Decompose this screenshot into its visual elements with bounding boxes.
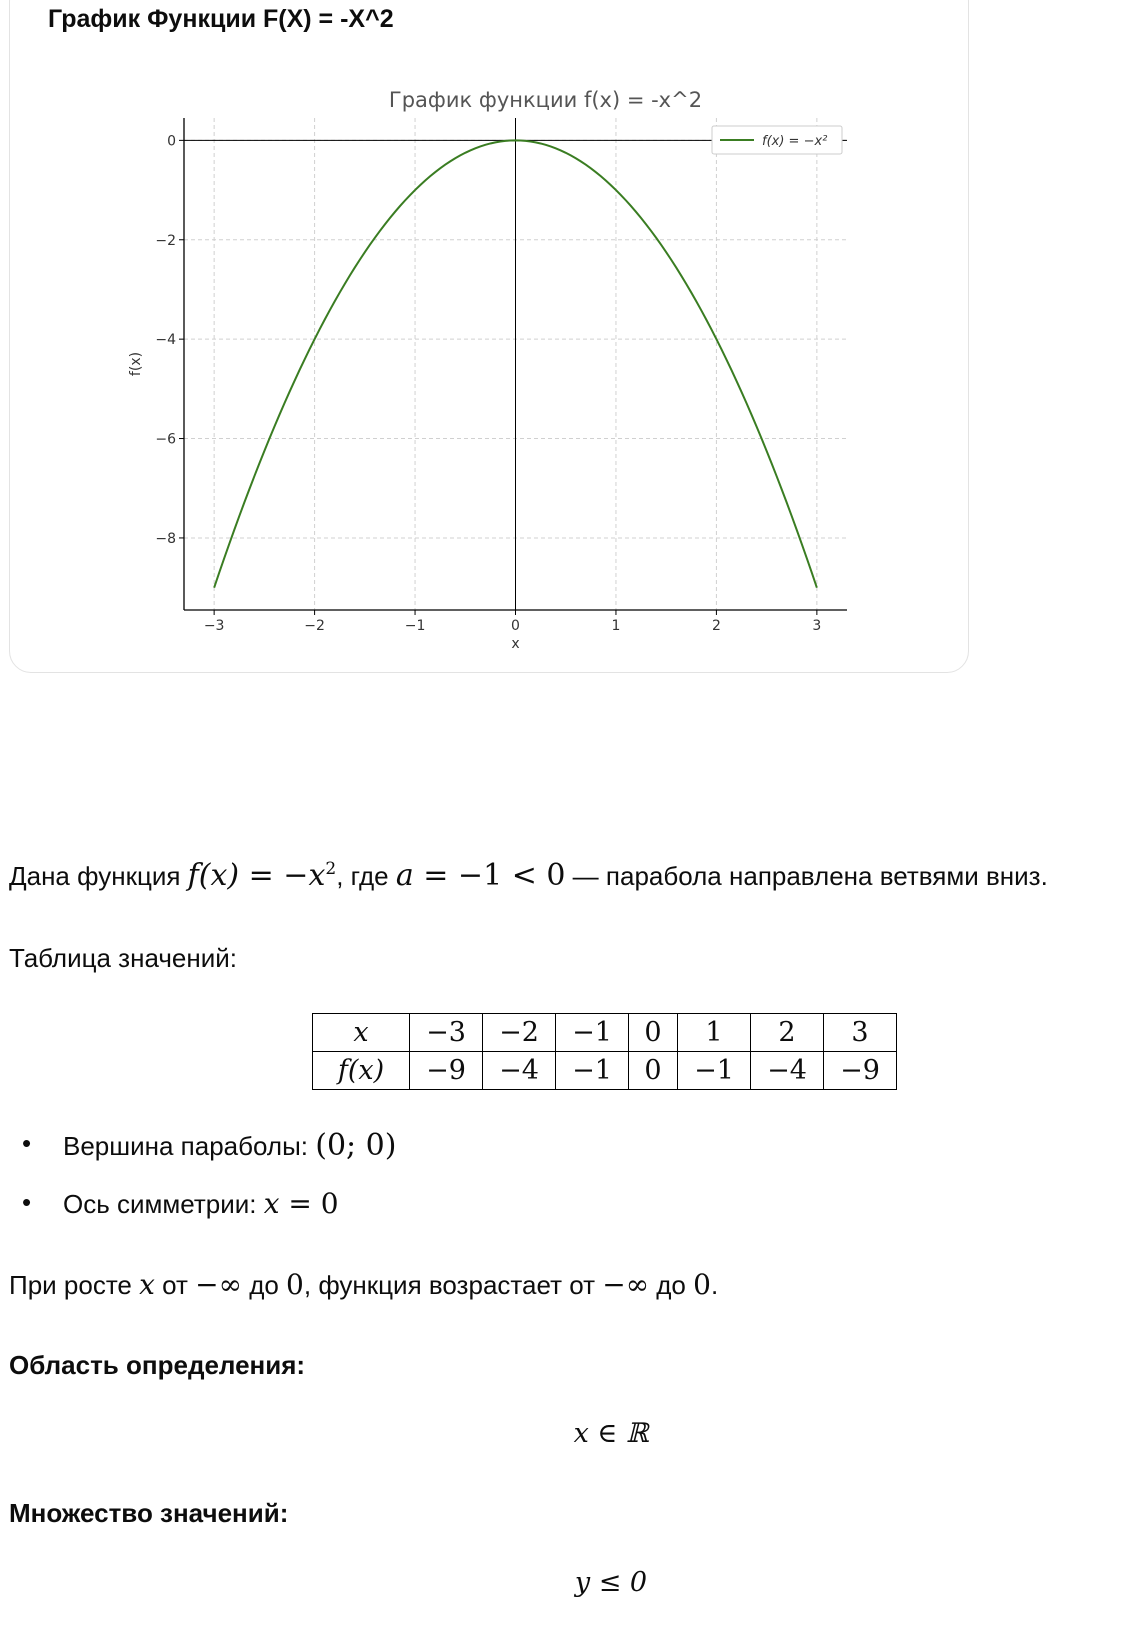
list-item-label: Вершина параболы: [63, 1131, 316, 1161]
growth-math: 0 [693, 1268, 711, 1301]
chart-axes [179, 118, 847, 615]
table-cell: −1 [556, 1052, 629, 1090]
bullet-dot: • [22, 1128, 32, 1158]
growth-text: до [649, 1270, 694, 1300]
growth-math: −∞ [602, 1268, 650, 1301]
domain-formula: x ∈ ℝ [573, 1418, 649, 1449]
table-cell: 1 [678, 1014, 751, 1052]
growth-text: до [241, 1270, 287, 1300]
table-cell: 0 [629, 1052, 678, 1090]
table-cell: −1 [678, 1052, 751, 1090]
list-item-label: Ось симметрии: [63, 1189, 264, 1219]
x-tick-label: −1 [404, 618, 426, 634]
growth-math: −∞ [195, 1268, 242, 1301]
table-row [313, 1014, 897, 1052]
chart-card-title: График Функции F(X) = -X^2 [48, 5, 394, 33]
growth-paragraph [9, 1268, 718, 1301]
values-table [312, 1013, 897, 1090]
table-cell: −9 [824, 1052, 897, 1090]
table-cell: −4 [483, 1052, 556, 1090]
table-header-fx: f(x) [313, 1052, 410, 1090]
y-tick-label: −6 [155, 431, 176, 448]
axis-value: = 0 [279, 1187, 339, 1220]
growth-text: , функция возрастает от [303, 1270, 603, 1300]
table-caption: Таблица значений: [9, 943, 237, 973]
x-tick-label: −3 [203, 618, 225, 634]
chart-labels [128, 88, 842, 652]
table-cell: −3 [410, 1014, 483, 1052]
growth-text: от [154, 1270, 196, 1300]
intro-formula [188, 858, 337, 893]
growth-var: x [139, 1268, 155, 1301]
intro-coef-var: a [395, 858, 414, 893]
table-cell: 3 [824, 1014, 897, 1052]
y-axis-label: f(x) [128, 351, 144, 377]
vertex-value: (0; 0) [315, 1128, 397, 1163]
table-cell: −9 [410, 1052, 483, 1090]
chart-title: График функции f(x) = -x^2 [388, 88, 703, 112]
list-item-vertex [63, 1128, 396, 1163]
growth-math: 0 [286, 1268, 304, 1301]
table-header-x: x [313, 1014, 410, 1052]
table-cell: −2 [483, 1014, 556, 1052]
y-tick-label: 0 [167, 133, 176, 150]
list-item-axis [63, 1187, 339, 1220]
parabola-chart [0, 0, 1140, 680]
table-cell: 0 [629, 1014, 678, 1052]
x-tick-label: −2 [304, 618, 325, 634]
intro-text-2: , где [336, 861, 396, 891]
intro-paragraph [9, 858, 1048, 893]
legend-label: f(x) = −x² [762, 134, 828, 149]
x-axis-label: x [511, 636, 520, 652]
table-cell: −1 [556, 1014, 629, 1052]
y-tick-label: −2 [155, 232, 176, 249]
intro-text-3: — парабола направлена ветвями вниз. [565, 861, 1048, 891]
range-heading: Множество значений: [9, 1498, 289, 1528]
table-cell: 2 [751, 1014, 824, 1052]
domain-heading: Область определения: [9, 1350, 306, 1380]
growth-text: . [710, 1270, 719, 1300]
axis-var: x [263, 1187, 280, 1220]
table-row [313, 1052, 897, 1090]
intro-formula-main: f(x) = −x [187, 858, 326, 893]
intro-formula-exponent: 2 [325, 859, 337, 879]
x-tick-label: 0 [511, 618, 520, 634]
x-tick-label: 1 [611, 618, 621, 634]
y-tick-label: −4 [155, 332, 176, 349]
growth-text: При росте [9, 1270, 140, 1300]
x-tick-label: 2 [711, 618, 721, 634]
intro-coef-value: = −1 < 0 [413, 858, 566, 893]
x-tick-label: 3 [812, 618, 822, 634]
range-formula: y ≤ 0 [574, 1567, 648, 1598]
y-tick-label: −8 [155, 530, 176, 547]
table-cell: −4 [751, 1052, 824, 1090]
intro-text-1: Дана функция [9, 861, 188, 891]
bullet-dot: • [22, 1187, 32, 1217]
